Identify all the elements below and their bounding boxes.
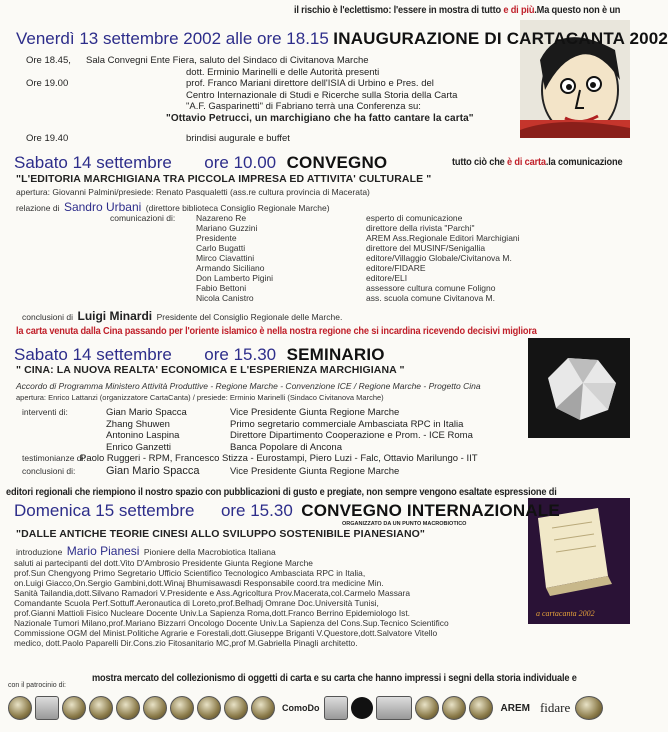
speaker-role: editore/ELI bbox=[366, 273, 408, 283]
speaker-role: editore/Villaggio Globale/Civitanova M. bbox=[366, 253, 512, 263]
speaker-name: Zhang Shuwen bbox=[106, 418, 170, 430]
speaker-role: AREM Ass.Regionale Editori Marchigiani bbox=[366, 233, 520, 243]
sunday-subtitle: "DALLE ANTICHE TEORIE CINESI ALLO SVILUPPO SOSTENIBILE PIANESIANO" bbox=[16, 528, 425, 540]
crest-icon bbox=[415, 696, 439, 720]
saturday-pm-time: ore 15.30 bbox=[204, 345, 277, 364]
speaker-name: Gian Mario Spacca bbox=[106, 407, 187, 418]
crest-icon bbox=[8, 696, 32, 720]
saturday-pm-subtitle: " CINA: LA NUOVA REALTA' ECONOMICA E L'ESPERIENZA MARCHIGIANA " bbox=[16, 364, 405, 376]
speaker-role: assessore cultura comune Foligno bbox=[366, 283, 496, 293]
saturday-pm-title: SEMINARIO bbox=[286, 345, 385, 364]
saturday-pm-conclusion: conclusioni di: Gian Mario Spacca Vice Presidente Giunta Regione Marche bbox=[22, 465, 400, 477]
speaker-role: esperto di comunicazione bbox=[366, 213, 463, 223]
poster-caption: a cartacanta 2002 bbox=[536, 609, 595, 618]
crest-icon bbox=[324, 696, 348, 720]
speaker-name: Carlo Bugatti bbox=[196, 243, 246, 253]
patrocinio-logos bbox=[8, 690, 630, 726]
sunday-body: saluti ai partecipanti del dott.Vito D'Ambrosio Presidente Giunta Regione Marche prof.Sun Chengyong Primo Segretario Ufficio Scientifico Tecnologico Ambasciata RPC in Italia, on.Luigi Giacco,On.Sergio Gambini,dott.Winaj Bhumisawasdi Responsabile coord.tra medicine Min. Sanità Tailandia,dott.Silvano Ramadori V.Presidente e Ass.Agricoltura Prov.Macerata,col.Carmelo Massara Comandante Scuola Perf.Sottuff.Aeronautica di Loreto,prof.Belhadj Omrane Doc.Università Tunisi, prof.Gianni Mattioli Fisico Nucleare Docente Univ.La Sapienza Roma,dott.Franco Berrino Epidemiologo Ist. Nazionale Tumori Milano,prof.Mariano Bizzarri Oncologo Docente Univ.La Sapienza del Cons.Sup.Tecnico Scientifico Commissione OGM del Minist.Politiche Agrarie e Forestali,dott.Giuseppe Briganti V.Questore,dott.Salvatore Vitello medico, dott.Paolo Paparelli Dir.Cons.zio Fitosanitario MC,prof M.Gabriella Pinagli architetto. bbox=[14, 558, 449, 648]
speaker-role: direttore del MUSINF/Senigallia bbox=[366, 243, 486, 253]
saturday-am-title: CONVEGNO bbox=[286, 153, 388, 172]
saturday-pm-date: Sabato 14 settembre bbox=[14, 345, 172, 364]
crest-icon bbox=[62, 696, 86, 720]
speaker-role: Banca Popolare di Ancona bbox=[230, 441, 342, 453]
speaker-role: direttore della rivista "Parchi" bbox=[366, 223, 475, 233]
sunday-intro: introduzione Mario Pianesi Pioniere della Macrobiotica Italiana bbox=[16, 544, 276, 558]
crest-icon bbox=[89, 696, 113, 720]
speaker-name: Don Lamberto Pigini bbox=[196, 273, 274, 283]
ticker-right: tutto ciò che è di carta.la comunicazione bbox=[452, 156, 623, 168]
friday-title: INAUGURAZIONE DI CARTACANTA 2002 bbox=[333, 29, 668, 48]
crest-icon bbox=[442, 696, 466, 720]
crest-icon bbox=[469, 696, 493, 720]
saturday-pm-opening: apertura: Enrico Lattanzi (organizzatore CartaCanta) / presiede: Erminio Marinelli (Sindaco Civitanova Marche) bbox=[16, 393, 384, 402]
speaker-name: Mariano Guzzini bbox=[196, 223, 258, 233]
crest-icon bbox=[116, 696, 140, 720]
crest-icon bbox=[251, 696, 275, 720]
friday-heading bbox=[16, 29, 668, 49]
saturday-am-opening: apertura: Giovanni Palmini/presiede: Renato Pasqualetti (ass.re cultura provincia di Macerata) bbox=[16, 187, 370, 197]
saturday-am-speakers: comunicazioni di: Nazareno Re esperto di comunicazione Mariano Guzzini direttore della rivista "Parchi" Presidente AREM Ass.Regionale Editori Marchigiani Carlo Bugatti direttore del MUSINF/Senigallia Mirco Ciavattini editore/Villaggio Globale/Civitanova M. Armando Siciliano editore/FIDARE Don Lamberto Pigini editore/ELI Fabio Bettoni assessore cultura comune Foligno Nicola Canistro ass. scuola comune Civitanova M. bbox=[110, 213, 520, 303]
crumpled-paper-image bbox=[528, 338, 630, 438]
arem-logo: AREM bbox=[500, 702, 530, 714]
crest-icon bbox=[143, 696, 167, 720]
ticker-china: la carta venuta dalla Cina passando per l'oriente islamico è nella nostra regione che si incardina ricevendo decisivi migliora bbox=[16, 325, 537, 337]
saturday-pm-heading bbox=[14, 345, 385, 365]
speaker-name: Presidente bbox=[196, 233, 237, 243]
crest-icon bbox=[35, 696, 59, 720]
crest-icon bbox=[197, 696, 221, 720]
speaker-name: Armando Siciliano bbox=[196, 263, 265, 273]
patrocinio-label: con il patrocinio di: bbox=[8, 682, 66, 689]
saturday-am-heading bbox=[14, 153, 387, 173]
crest-icon bbox=[170, 696, 194, 720]
comodo-logo: ComoDo bbox=[282, 703, 320, 713]
saturday-pm-speakers: interventi di: Gian Mario Spacca Vice Presidente Giunta Regione Marche Zhang Shuwen Primo segretario commerciale Ambasciata RPC in Italia Antonino Laspina Direttore Dipartimento Cooperazione e Prom. - ICE Roma Enrico Ganzetti Banca Popolare di Ancona bbox=[22, 407, 473, 453]
friday-date: Venerdì 13 settembre 2002 alle ore 18.15 bbox=[16, 29, 329, 48]
sunday-title: CONVEGNO INTERNAZIONALE bbox=[301, 501, 560, 520]
ticker-top: il rischio è l'eclettismo: l'essere in mostra di tutto e di più.Ma questo non è un bbox=[294, 4, 621, 16]
ticker-editori: editori regionali che riempiono il nostro spazio con pubblicazioni di gusto e pregiate, non sempre vengono esaltate espressione di bbox=[6, 486, 557, 498]
fidare-logo: fidare bbox=[539, 700, 571, 715]
saturday-pm-accordo: Accordo di Programma Ministero Attività Produttive - Regione Marche - Convenzione ICE / Regione Marche - Progetto Cina bbox=[16, 381, 481, 391]
saturday-pm-testimonianze: testimonianze di:Paolo Ruggeri - RPM, Francesco Stizza - Eurostampi, Piero Luzi - Falc, Ottavio Marilungo - IIT bbox=[22, 453, 478, 464]
speaker-role: Direttore Dipartimento Cooperazione e Prom. - ICE Roma bbox=[230, 430, 473, 441]
sunday-heading bbox=[14, 501, 560, 521]
sunday-time: ore 15.30 bbox=[220, 501, 293, 520]
triangle-logo-icon bbox=[351, 697, 373, 719]
saturday-am-conclusion: conclusioni di Luigi Minardi Presidente del Consiglio Regionale delle Marche. bbox=[22, 309, 343, 323]
speaker-role: ass. scuola comune Civitanova M. bbox=[366, 293, 495, 303]
saturday-am-subtitle: "L'EDITORIA MARCHIGIANA TRA PICCOLA IMPRESA ED ATTIVITA' CULTURALE " bbox=[16, 173, 432, 185]
saturday-am-date: Sabato 14 settembre bbox=[14, 153, 172, 172]
friday-schedule: Ore 18.45, Sala Convegni Ente Fiera, saluto del Sindaco di Civitanova Marche dott. Erminio Marinelli e delle Autorità presenti Ore 19.00 prof. Franco Mariani direttore dell'ISIA di Urbino e Pres. del Centro Internazionale di Studi e Ricerche sulla Storia della Carta "A.F. Gasparinetti" di Fabriano terrà una Conferenza su: "Ottavio Petrucci, un marchigiano che ha fatto cantare la carta" Ore 19.40 brindisi augurale e buffet bbox=[26, 55, 474, 144]
crest-icon bbox=[224, 696, 248, 720]
csd-logo-icon bbox=[376, 696, 412, 720]
speaker-name: Nazareno Re bbox=[196, 213, 247, 223]
sunday-organizer: ORGANIZZATO DA UN PUNTO MACROBIOTICO bbox=[342, 521, 467, 527]
saturday-am-relazione: relazione di Sandro Urbani (direttore biblioteca Consiglio Regionale Marche) bbox=[16, 200, 330, 214]
speaker-role: editore/FIDARE bbox=[366, 263, 426, 273]
saturday-am-time: ore 10.00 bbox=[204, 153, 277, 172]
ticker-mostra: mostra mercato del collezionismo di oggetti di carta e su carta che hanno impressi i segni della storia individuale e bbox=[92, 672, 577, 684]
speaker-name: Enrico Ganzetti bbox=[106, 441, 171, 453]
speaker-name: Mirco Ciavattini bbox=[196, 253, 255, 263]
crest-icon bbox=[575, 696, 603, 720]
speaker-name: Antonino Laspina bbox=[106, 430, 180, 441]
speaker-role: Vice Presidente Giunta Regione Marche bbox=[230, 407, 400, 418]
sunday-date: Domenica 15 settembre bbox=[14, 501, 195, 520]
speaker-name: Nicola Canistro bbox=[196, 293, 254, 303]
speaker-name: Fabio Bettoni bbox=[196, 283, 247, 293]
speaker-role: Primo segretario commerciale Ambasciata RPC in Italia bbox=[230, 418, 464, 430]
